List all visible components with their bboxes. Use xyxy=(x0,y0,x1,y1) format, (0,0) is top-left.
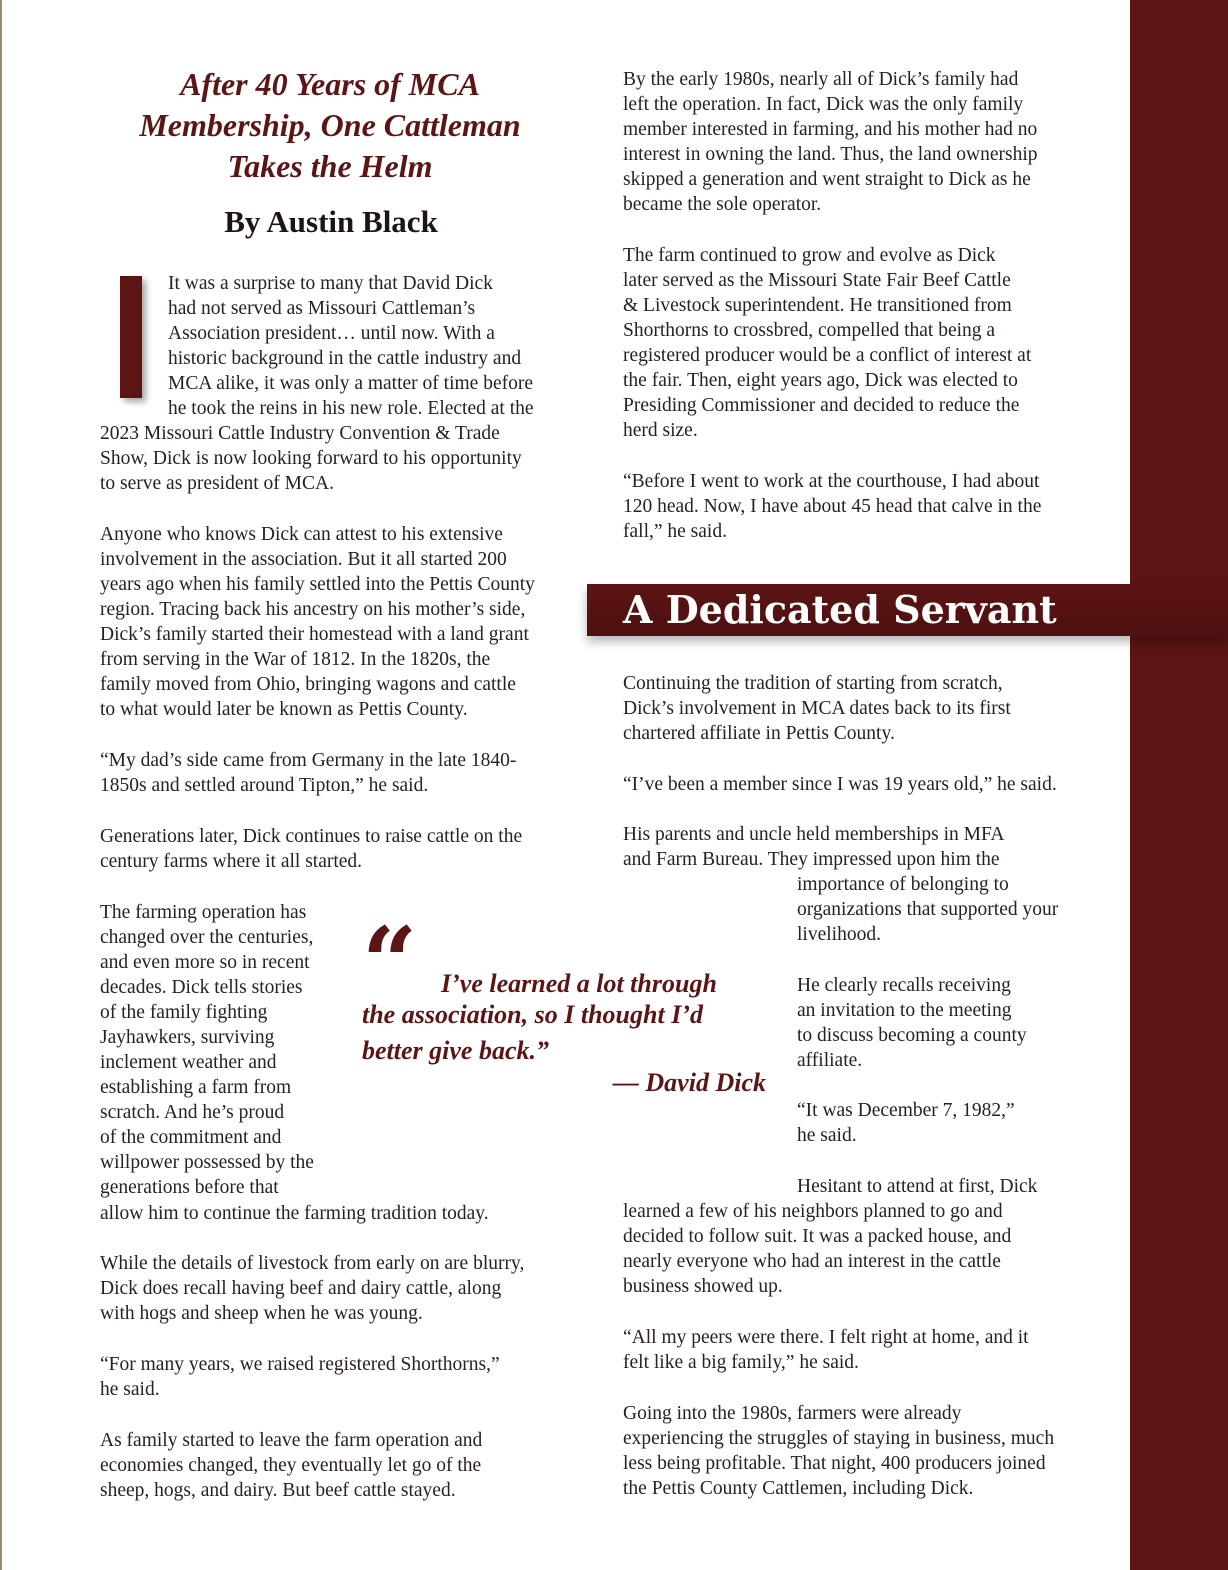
text-line: livelihood. xyxy=(797,924,881,945)
title-line: Takes the Helm xyxy=(227,148,433,184)
text-line: family moved from Ohio, bringing wagons and cattle xyxy=(100,674,516,695)
quote-mark-icon: “ xyxy=(362,906,418,1019)
text-line: Going into the 1980s, farmers were already xyxy=(623,1403,962,1424)
text-line: nearly everyone who had an interest in the cattle xyxy=(623,1251,1001,1272)
text-line: he said. xyxy=(797,1125,857,1146)
text-line: the fair. Then, eight years ago, Dick was elected to xyxy=(623,370,1018,391)
text-line: “For many years, we raised registered Shorthorns,” xyxy=(100,1354,500,1375)
text-line: had not served as Missouri Cattleman’s xyxy=(168,298,476,319)
text-line: and even more so in recent xyxy=(100,952,310,973)
text-line: “Before I went to work at the courthouse, I had about xyxy=(623,471,1040,492)
text-line: Dick’s family started their homestead with a land grant xyxy=(100,624,529,645)
text-line: The farm continued to grow and evolve as Dick xyxy=(623,245,996,266)
text-line: an invitation to the meeting xyxy=(797,1000,1012,1021)
text-line: learned a few of his neighbors planned to go and xyxy=(623,1201,1003,1222)
text-line: It was a surprise to many that David Dick xyxy=(168,273,493,294)
text-line: inclement weather and xyxy=(100,1052,277,1073)
text-line: of the commitment and xyxy=(100,1127,282,1148)
page-left-edge xyxy=(0,0,2,1570)
text-line: became the sole operator. xyxy=(623,194,822,215)
text-line: establishing a farm from xyxy=(100,1077,292,1098)
text-line: allow him to continue the farming tradition today. xyxy=(100,1203,489,1224)
text-line: Show, Dick is now looking forward to his opportunity xyxy=(100,448,522,469)
text-line: “I’ve been a member since I was 19 years old,” he said. xyxy=(623,774,1057,795)
text-line: involvement in the association. But it all started 200 xyxy=(100,549,507,570)
text-line: interest in owning the land. Thus, the land ownership xyxy=(623,144,1038,165)
text-line: with hogs and sheep when he was young. xyxy=(100,1303,423,1324)
text-line: Presiding Commissioner and decided to reduce the xyxy=(623,395,1020,416)
text-line: to serve as president of MCA. xyxy=(100,473,334,494)
text-line: region. Tracing back his ancestry on his mother’s side, xyxy=(100,599,526,620)
text-line: economies changed, they eventually let go of the xyxy=(100,1455,482,1476)
text-line: member interested in farming, and his mother had no xyxy=(623,119,1038,140)
text-line: organizations that supported your xyxy=(797,899,1059,920)
drop-cap xyxy=(120,276,142,398)
text-line: he said. xyxy=(100,1379,160,1400)
text-line: importance of belonging to xyxy=(797,874,1009,895)
text-line: skipped a generation and went straight to Dick as he xyxy=(623,169,1031,190)
text-line: century farms where it all started. xyxy=(100,851,363,872)
title-line: Membership, One Cattleman xyxy=(139,107,521,143)
text-line: Dick’s involvement in MCA dates back to its first xyxy=(623,698,1011,719)
text-line: business showed up. xyxy=(623,1276,783,1297)
text-line: he took the reins in his new role. Elected at the xyxy=(168,398,534,419)
text-line: “My dad’s side came from Germany in the late 1840- xyxy=(100,750,517,771)
text-line: The farming operation has xyxy=(100,902,307,923)
section-heading: A Dedicated Servant xyxy=(623,587,1057,632)
text-line: “It was December 7, 1982,” xyxy=(797,1100,1015,1121)
text-line: decades. Dick tells stories xyxy=(100,977,303,998)
text-line: & Livestock superintendent. He transitioned from xyxy=(623,295,1012,316)
text-line: 2023 Missouri Cattle Industry Convention & Trade xyxy=(100,423,500,444)
text-line: later served as the Missouri State Fair Beef Cattle xyxy=(623,270,1011,291)
quote-line: the association, so I thought I’d xyxy=(362,1000,703,1029)
text-line: scratch. And he’s proud xyxy=(100,1102,285,1123)
text-line: Hesitant to attend at first, Dick xyxy=(797,1176,1038,1197)
text-line: Jayhawkers, surviving xyxy=(100,1027,275,1048)
text-line: willpower possessed by the xyxy=(100,1152,314,1173)
text-line: His parents and uncle held memberships in MFA xyxy=(623,824,1005,845)
text-line: to what would later be known as Pettis County. xyxy=(100,699,468,720)
text-line: herd size. xyxy=(623,420,698,441)
text-line: 1850s and settled around Tipton,” he said. xyxy=(100,775,429,796)
text-line: changed over the centuries, xyxy=(100,927,314,948)
title-line: After 40 Years of MCA xyxy=(180,66,480,102)
text-line: As family started to leave the farm operation and xyxy=(100,1430,483,1451)
text-line: felt like a big family,” he said. xyxy=(623,1352,859,1373)
text-line: affiliate. xyxy=(797,1050,863,1071)
text-line: and Farm Bureau. They impressed upon him the xyxy=(623,849,1000,870)
text-line: “All my peers were there. I felt right at home, and it xyxy=(623,1327,1029,1348)
text-line: fall,” he said. xyxy=(623,521,727,542)
text-line: Shorthorns to crossbred, compelled that being a xyxy=(623,320,996,341)
text-line: While the details of livestock from early on are blurry, xyxy=(100,1253,525,1274)
text-line: 120 head. Now, I have about 45 head that calve in the xyxy=(623,496,1042,517)
text-line: Continuing the tradition of starting from scratch, xyxy=(623,673,1003,694)
quote-attribution: — David Dick xyxy=(612,1068,766,1097)
text-line: chartered affiliate in Pettis County. xyxy=(623,723,895,744)
text-line: registered producer would be a conflict of interest at xyxy=(623,345,1032,366)
text-line: MCA alike, it was only a matter of time before xyxy=(168,373,533,394)
text-line: sheep, hogs, and dairy. But beef cattle stayed. xyxy=(100,1480,456,1501)
text-line: of the family fighting xyxy=(100,1002,268,1023)
text-line: experiencing the struggles of staying in business, much xyxy=(623,1428,1055,1449)
text-line: Generations later, Dick continues to raise cattle on the xyxy=(100,826,523,847)
text-line: By the early 1980s, nearly all of Dick’s family had xyxy=(623,69,1019,90)
text-line: generations before that xyxy=(100,1177,279,1198)
text-line: years ago when his family settled into the Pettis County xyxy=(100,574,535,595)
text-line: less being profitable. That night, 400 producers joined xyxy=(623,1453,1046,1474)
text-line: the Pettis County Cattlemen, including Dick. xyxy=(623,1478,974,1499)
text-line: left the operation. In fact, Dick was the only family xyxy=(623,94,1024,115)
text-line: Association president… until now. With a xyxy=(168,323,495,344)
text-line: decided to follow suit. It was a packed house, and xyxy=(623,1226,1012,1247)
article-title xyxy=(100,64,560,187)
text-line: historic background in the cattle industry and xyxy=(168,348,522,369)
text-line: Anyone who knows Dick can attest to his extensive xyxy=(100,524,503,545)
text-line: Dick does recall having beef and dairy cattle, along xyxy=(100,1278,502,1299)
text-line: to discuss becoming a county xyxy=(797,1025,1027,1046)
text-line: He clearly recalls receiving xyxy=(797,975,1011,996)
text-line: from serving in the War of 1812. In the 1820s, the xyxy=(100,649,491,670)
byline: By Austin Black xyxy=(224,204,438,239)
quote-line: I’ve learned a lot through xyxy=(441,969,717,998)
decorative-sidebar xyxy=(1130,0,1228,1570)
quote-line: better give back.” xyxy=(362,1036,549,1065)
